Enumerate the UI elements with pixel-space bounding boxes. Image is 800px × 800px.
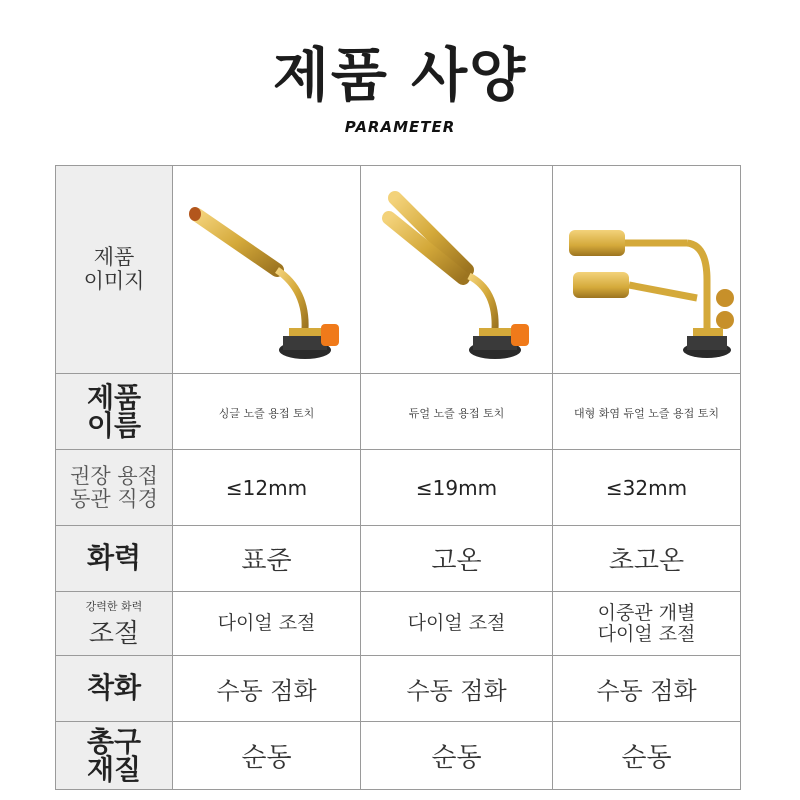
label-text: 권장 용접 동관 직경	[70, 464, 158, 511]
image-single-torch	[173, 166, 361, 374]
label-text: 화력	[86, 541, 142, 575]
value-text: 순동	[621, 743, 672, 773]
row-diameter	[56, 450, 741, 526]
value-text: 고온	[431, 546, 482, 576]
label-text: 조절	[88, 619, 140, 650]
page-title: 제품 사양	[272, 41, 528, 109]
cell-adjust-3	[553, 592, 741, 656]
cell-diameter-1	[173, 450, 361, 526]
cell-material-2	[361, 722, 553, 790]
large-flame-torch-icon	[557, 170, 737, 370]
label-ignition	[56, 656, 173, 722]
cell-name-1	[173, 374, 361, 450]
value-text: 표준	[241, 546, 292, 576]
label-adjustment	[56, 592, 173, 656]
label-firepower	[56, 526, 173, 592]
value-text: ≤12mm	[225, 475, 308, 500]
value-text: 이중관 개별 다이얼 조절	[597, 601, 696, 645]
cell-diameter-2	[361, 450, 553, 526]
label-product-image	[56, 166, 173, 374]
label-text: 제품 이미지	[83, 245, 145, 293]
label-diameter	[56, 450, 173, 526]
image-dual-torch	[361, 166, 553, 374]
cell-adjust-2	[361, 592, 553, 656]
value-text: 다이얼 조절	[217, 612, 316, 635]
value-text: 초고온	[608, 546, 685, 576]
image-large-flame-torch	[553, 166, 741, 374]
cell-ignition-3	[553, 656, 741, 722]
label-text: 총구 재질	[86, 724, 142, 786]
cell-firepower-1	[173, 526, 361, 592]
spec-table	[55, 165, 741, 790]
cell-material-1	[173, 722, 361, 790]
value-text: ≤32mm	[605, 475, 688, 500]
label-text: 제품 이름	[86, 380, 142, 442]
value-text: ≤19mm	[415, 475, 498, 500]
label-text: 착화	[86, 671, 142, 705]
cell-name-2	[361, 374, 553, 450]
label-small-text: 강력한 화력	[85, 600, 143, 614]
cell-ignition-1	[173, 656, 361, 722]
cell-diameter-3	[553, 450, 741, 526]
value-text: 순동	[241, 743, 292, 773]
cell-firepower-2	[361, 526, 553, 592]
value-text: 수동 점화	[216, 677, 317, 705]
cell-ignition-2	[361, 656, 553, 722]
row-product-image	[56, 166, 741, 374]
page-subtitle: PARAMETER	[344, 118, 456, 136]
dual-torch-icon	[367, 170, 547, 370]
row-material	[56, 722, 741, 790]
value-text: 다이얼 조절	[407, 612, 506, 635]
row-firepower	[56, 526, 741, 592]
single-torch-icon	[177, 170, 357, 370]
label-material	[56, 722, 173, 790]
value-text: 수동 점화	[596, 677, 697, 705]
cell-firepower-3	[553, 526, 741, 592]
value-text: 듀얼 노즐 용접 토치	[408, 407, 505, 420]
value-text: 대형 화염 듀얼 노즐 용접 토치	[574, 407, 719, 420]
value-text: 수동 점화	[406, 677, 507, 705]
value-text: 싱글 노즐 용접 토치	[218, 407, 315, 420]
cell-material-3	[553, 722, 741, 790]
value-text: 순동	[431, 743, 482, 773]
row-adjustment	[56, 592, 741, 656]
label-product-name	[56, 374, 173, 450]
row-product-name	[56, 374, 741, 450]
row-ignition	[56, 656, 741, 722]
cell-name-3	[553, 374, 741, 450]
cell-adjust-1	[173, 592, 361, 656]
